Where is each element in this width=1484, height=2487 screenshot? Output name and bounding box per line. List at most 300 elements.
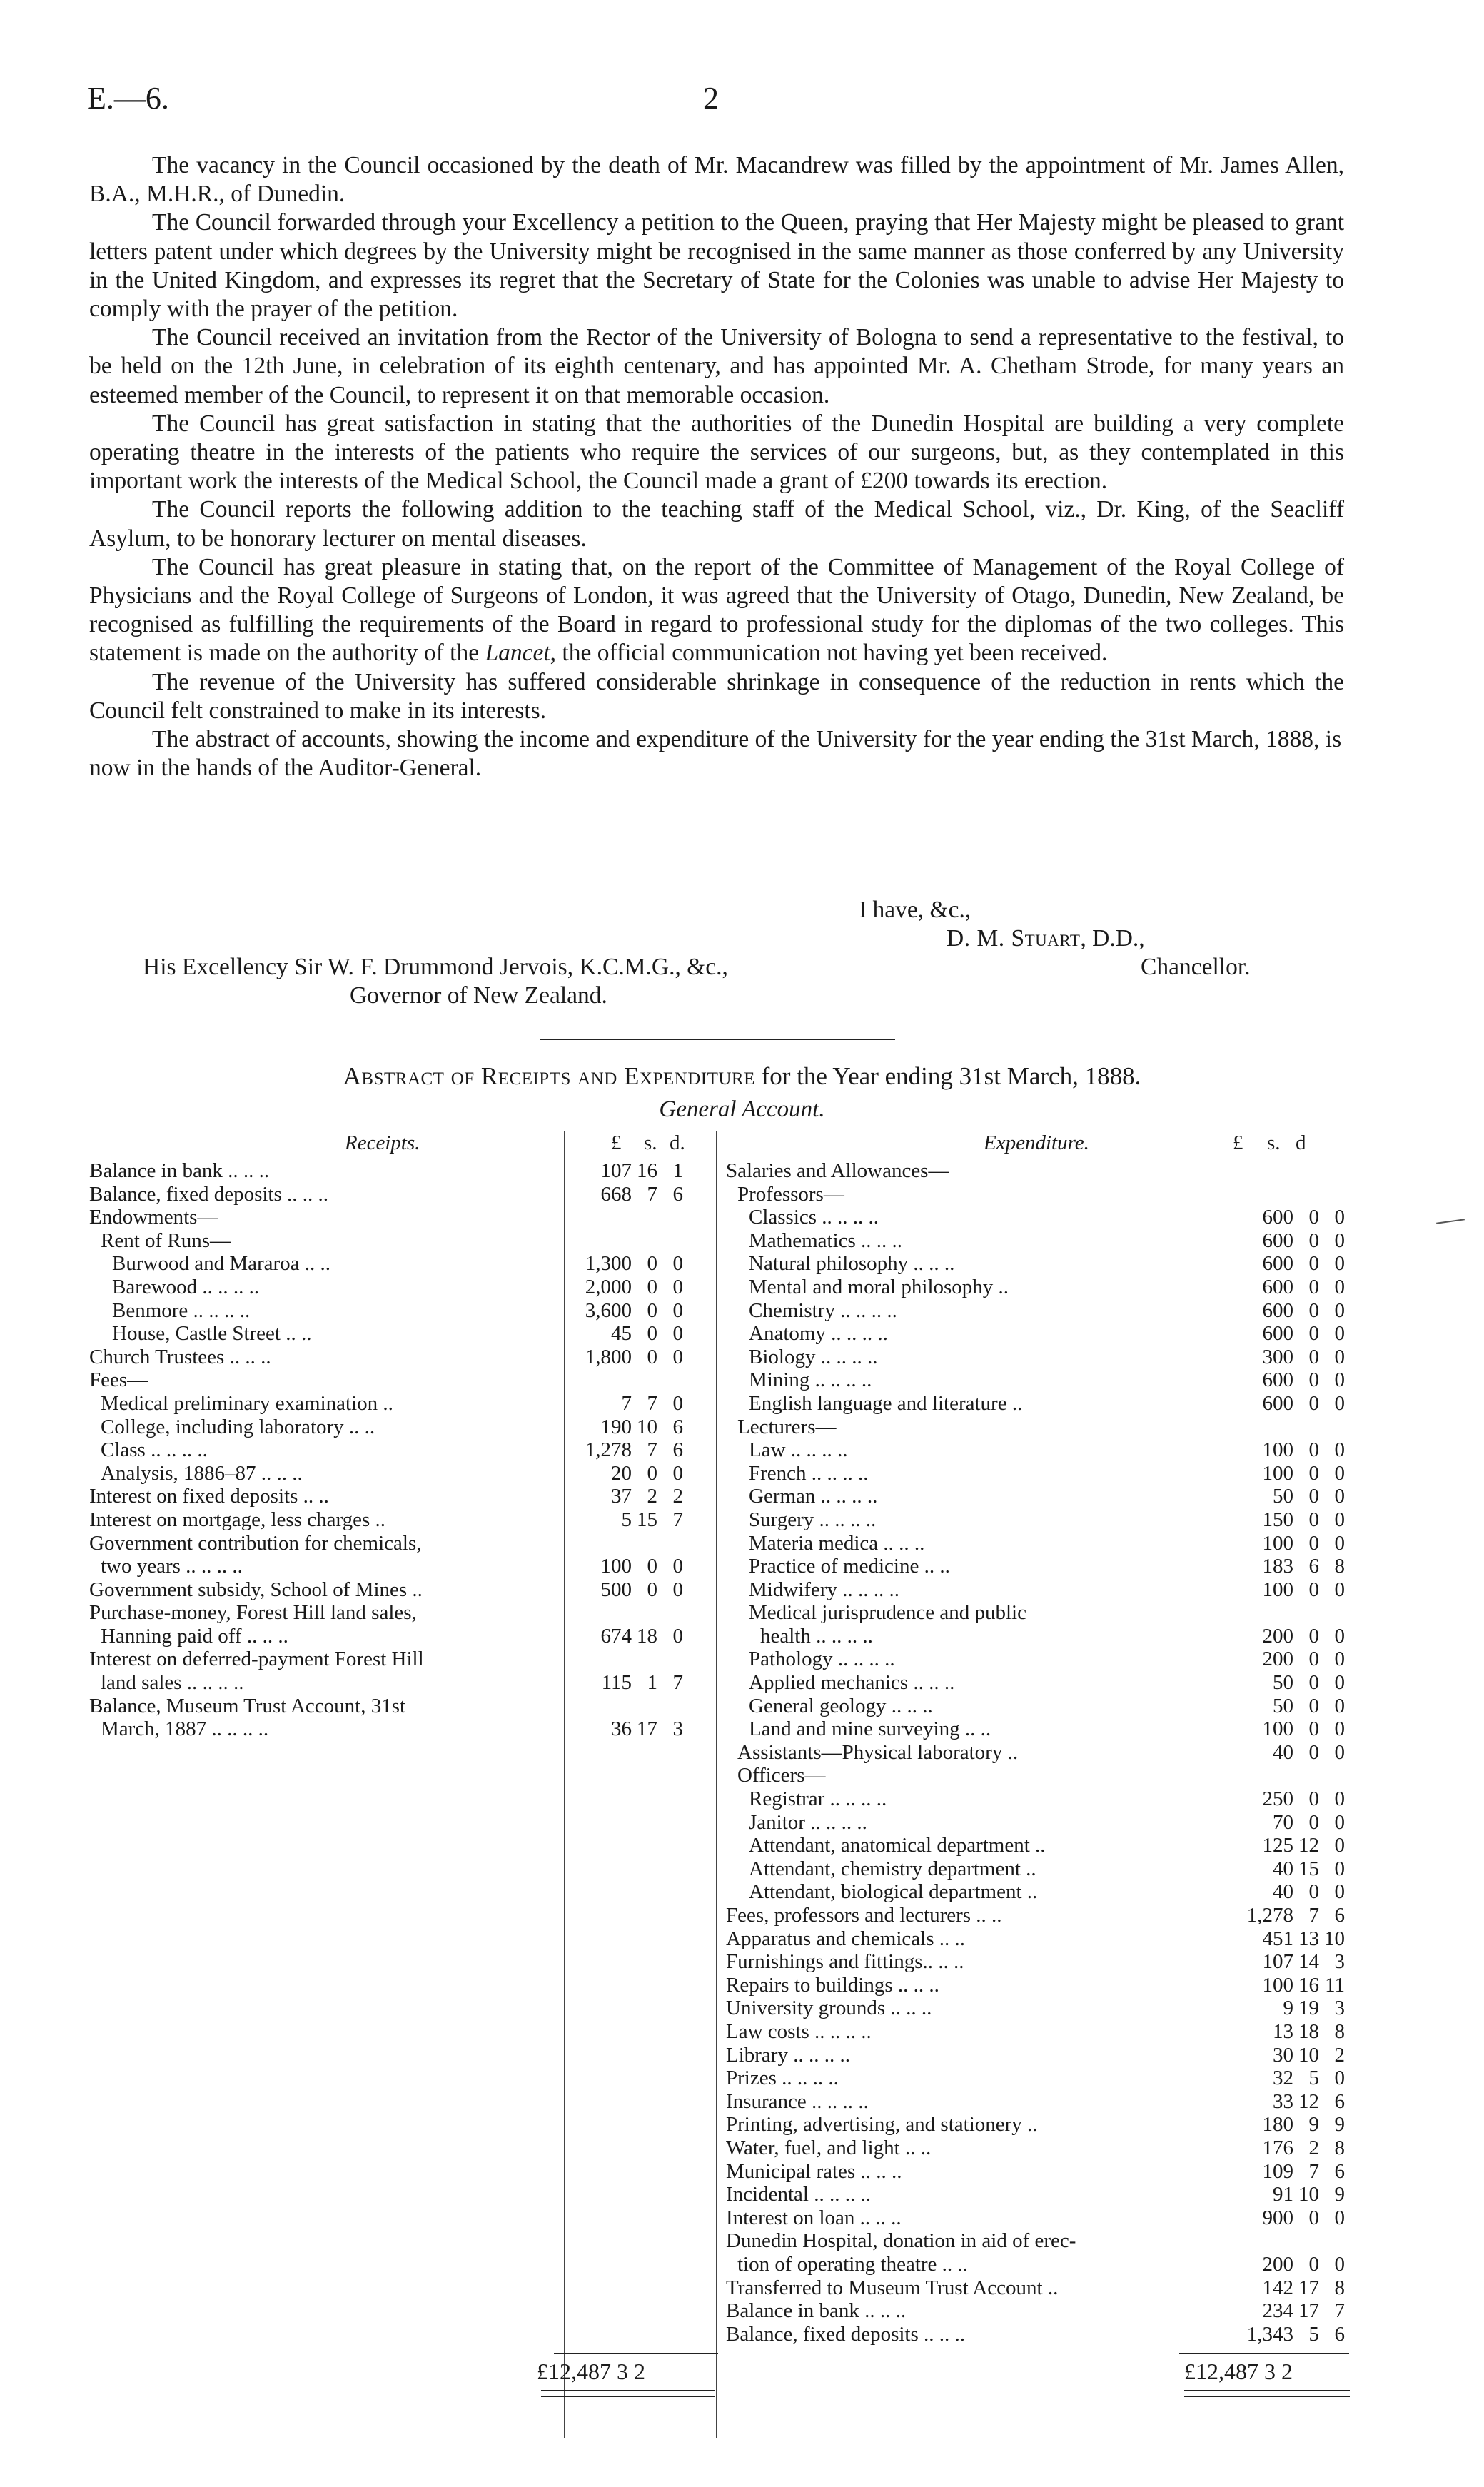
receipts-label: Government subsidy, School of Mines .. bbox=[89, 1578, 423, 1601]
receipts-label: Rent of Runs— bbox=[101, 1229, 231, 1252]
expenditure-row bbox=[726, 1811, 1348, 1835]
shillings-value: 0 bbox=[1308, 1508, 1319, 1531]
pounds-value: 100 bbox=[1262, 1461, 1293, 1485]
receipts-row bbox=[89, 1625, 690, 1648]
expenditure-amount bbox=[1226, 2160, 1345, 2184]
expenditure-label: Balance in bank .. .. .. bbox=[726, 2299, 907, 2323]
expenditure-row bbox=[726, 2160, 1348, 2184]
expenditure-amount bbox=[1226, 2113, 1345, 2137]
expenditure-row bbox=[726, 1438, 1348, 1462]
expenditure-row bbox=[726, 1625, 1348, 1648]
pence-value: 0 bbox=[1334, 1857, 1345, 1880]
receipts-label: Hanning paid off .. .. .. bbox=[101, 1624, 288, 1648]
expenditure-label: English language and literature .. bbox=[749, 1391, 1023, 1415]
expenditure-label: Materia medica .. .. .. bbox=[749, 1531, 925, 1555]
expenditure-amount bbox=[1226, 1578, 1345, 1602]
receipts-row bbox=[89, 1299, 690, 1323]
expenditure-label: Furnishings and fittings.. .. .. bbox=[726, 1950, 964, 1974]
pence-value: 8 bbox=[1334, 2276, 1345, 2299]
shillings-value: 0 bbox=[1308, 1648, 1319, 1671]
pounds-value: 50 bbox=[1273, 1485, 1293, 1508]
shillings-value: 1 bbox=[647, 1671, 657, 1695]
expenditure-amount bbox=[1226, 2067, 1345, 2090]
pounds-value: 600 bbox=[1262, 1298, 1293, 1322]
expenditure-amount bbox=[1226, 2206, 1345, 2230]
shillings-value: 0 bbox=[1308, 1391, 1319, 1415]
pence-value: 0 bbox=[1334, 1880, 1345, 1904]
expenditure-label: Law costs .. .. .. .. bbox=[726, 2019, 872, 2043]
receipts-amount bbox=[564, 1346, 683, 1369]
pence-value: 0 bbox=[1334, 1368, 1345, 1392]
pence-value: 6 bbox=[1334, 2089, 1345, 2113]
shillings-value: 0 bbox=[1308, 2252, 1319, 2276]
expenditure-row bbox=[726, 2276, 1348, 2300]
shillings-value: 0 bbox=[647, 1298, 657, 1322]
pence-value: 0 bbox=[1334, 2067, 1345, 2090]
pence-value: 0 bbox=[1334, 2206, 1345, 2229]
expenditure-label: Incidental .. .. .. .. bbox=[726, 2183, 871, 2206]
receipts-label: Balance, fixed deposits .. .. .. bbox=[89, 1182, 329, 1206]
expenditure-amount bbox=[1226, 1392, 1345, 1416]
pounds-value: 600 bbox=[1262, 1229, 1293, 1252]
pounds-value: 142 bbox=[1262, 2276, 1293, 2299]
shillings-value: 0 bbox=[1308, 1322, 1319, 1346]
expenditure-amount bbox=[1226, 1927, 1345, 1951]
pence-value: 10 bbox=[1324, 1927, 1345, 1950]
expenditure-amount bbox=[1226, 2299, 1345, 2323]
shillings-value: 0 bbox=[1308, 1461, 1319, 1485]
expenditure-sum-rule bbox=[1179, 2353, 1349, 2354]
pounds-value: 37 bbox=[611, 1485, 632, 1508]
expenditure-amount bbox=[1226, 1322, 1345, 1346]
expenditure-row bbox=[726, 2323, 1348, 2346]
expenditure-amount bbox=[1226, 1555, 1345, 1578]
receipts-row bbox=[89, 1532, 690, 1555]
pounds-value: 40 bbox=[1273, 1740, 1293, 1764]
receipts-label: Interest on deferred-payment Forest Hill bbox=[89, 1648, 424, 1671]
receipts-row bbox=[89, 1252, 690, 1276]
receipts-label: Endowments— bbox=[89, 1206, 218, 1229]
receipts-row bbox=[89, 1229, 690, 1253]
pence-value: 0 bbox=[1334, 1275, 1345, 1298]
expenditure-row bbox=[726, 1787, 1348, 1811]
expenditure-amount bbox=[1226, 2090, 1345, 2114]
expenditure-label: Apparatus and chemicals .. .. bbox=[726, 1927, 966, 1950]
pence-value: 7 bbox=[672, 1508, 683, 1531]
receipts-amount bbox=[564, 1462, 683, 1485]
pence-value: 0 bbox=[1334, 1648, 1345, 1671]
pounds-value: 70 bbox=[1273, 1810, 1293, 1834]
signatory bbox=[947, 924, 1145, 953]
receipts-amount bbox=[564, 1438, 683, 1462]
expenditure-amount bbox=[1226, 1741, 1345, 1765]
expenditure-label: Registrar .. .. .. .. bbox=[749, 1787, 887, 1811]
shillings-value: 13 bbox=[1298, 1927, 1319, 1950]
shillings-value: 2 bbox=[647, 1485, 657, 1508]
expenditure-amount bbox=[1226, 1695, 1345, 1718]
expenditure-label: Mathematics .. .. .. bbox=[749, 1229, 903, 1252]
receipts-row bbox=[89, 1276, 690, 1299]
expenditure-row bbox=[726, 1392, 1348, 1416]
abstract-title bbox=[0, 1062, 1484, 1091]
expenditure-label: Municipal rates .. .. .. bbox=[726, 2159, 902, 2183]
expenditure-label: Balance, fixed deposits .. .. .. bbox=[726, 2322, 966, 2346]
pounds-value: 500 bbox=[600, 1578, 632, 1601]
pence-value: 0 bbox=[1334, 1461, 1345, 1485]
expenditure-amount bbox=[1226, 2137, 1345, 2160]
expenditure-label: Applied mechanics .. .. .. bbox=[749, 1671, 955, 1695]
receipts-label: College, including laboratory .. .. bbox=[101, 1415, 375, 1438]
expenditure-row bbox=[726, 1416, 1348, 1439]
expenditure-row bbox=[726, 1927, 1348, 1951]
pence-value: 0 bbox=[1334, 1229, 1345, 1252]
page-number: 2 bbox=[703, 81, 719, 116]
expenditure-row bbox=[726, 1532, 1348, 1555]
pence-value: 0 bbox=[1334, 1578, 1345, 1601]
expenditure-amount bbox=[1226, 1787, 1345, 1811]
pounds-value: 109 bbox=[1262, 2159, 1293, 2183]
expenditure-total-rule bbox=[1184, 2390, 1350, 2397]
shillings-value: 10 bbox=[1298, 2043, 1319, 2067]
shillings-value: 0 bbox=[647, 1578, 657, 1601]
journal-name: Lancet bbox=[485, 640, 550, 667]
shillings-value: 7 bbox=[647, 1182, 657, 1206]
expenditure-row bbox=[726, 1462, 1348, 1485]
expenditure-label: Janitor .. .. .. .. bbox=[749, 1810, 867, 1834]
receipts-amount bbox=[564, 1299, 683, 1323]
expenditure-row bbox=[726, 2044, 1348, 2067]
expenditure-row bbox=[726, 2113, 1348, 2137]
receipts-label: Purchase-money, Forest Hill land sales, bbox=[89, 1601, 417, 1625]
expenditure-label: Library .. .. .. .. bbox=[726, 2043, 850, 2067]
pence-value: 0 bbox=[1334, 1694, 1345, 1717]
expenditure-row bbox=[726, 1276, 1348, 1299]
shillings-value: 7 bbox=[647, 1391, 657, 1415]
pounds-value: 668 bbox=[600, 1182, 632, 1206]
shillings-value: 7 bbox=[1308, 1904, 1319, 1927]
shillings-value: 0 bbox=[1308, 1671, 1319, 1695]
receipts-amount bbox=[564, 1485, 683, 1508]
expenditure-row bbox=[726, 1252, 1348, 1276]
shillings-value: 0 bbox=[1308, 1345, 1319, 1368]
expenditure-label: Attendant, chemistry department .. bbox=[749, 1857, 1036, 1880]
shillings-value: 0 bbox=[1308, 1229, 1319, 1252]
receipts-heading: Receipts. bbox=[345, 1131, 420, 1154]
pounds-value: 3,600 bbox=[585, 1298, 632, 1322]
receipts-amount bbox=[564, 1322, 683, 1346]
expenditure-label: Printing, advertising, and stationery .. bbox=[726, 2113, 1038, 2137]
expenditure-label: University grounds .. .. .. bbox=[726, 1997, 932, 2020]
receipts-row bbox=[89, 1183, 690, 1206]
receipts-label: March, 1887 .. .. .. .. bbox=[101, 1717, 269, 1741]
shillings-value: 7 bbox=[647, 1438, 657, 1462]
pounds-value: 100 bbox=[1262, 1438, 1293, 1462]
pence-value: 0 bbox=[1334, 1740, 1345, 1764]
shillings-value: 2 bbox=[1308, 2136, 1319, 2159]
expenditure-amount bbox=[1226, 1950, 1345, 1974]
signatory-name: D. M. Stuart bbox=[947, 925, 1081, 952]
shillings-value: 0 bbox=[1308, 1368, 1319, 1392]
pence-value: 0 bbox=[1334, 1438, 1345, 1462]
receipts-row bbox=[89, 1648, 690, 1671]
expenditure-label: Transferred to Museum Trust Account .. bbox=[726, 2276, 1059, 2299]
receipts-amount bbox=[564, 1392, 683, 1416]
pence-value: 8 bbox=[1334, 2136, 1345, 2159]
shillings-value: 5 bbox=[1308, 2067, 1319, 2090]
pounds-value: 115 bbox=[601, 1671, 632, 1695]
pounds-value: 1,300 bbox=[585, 1252, 632, 1276]
abstract-title-rest: for the Year ending 31st March, 1888. bbox=[754, 1062, 1141, 1090]
expenditure-label: General geology .. .. .. bbox=[749, 1694, 933, 1717]
pounds-value: 900 bbox=[1262, 2206, 1293, 2229]
receipts-row bbox=[89, 1392, 690, 1416]
abstract-title-main: Abstract of Receipts and Expenditure bbox=[343, 1062, 755, 1090]
pence-value: 0 bbox=[1334, 1531, 1345, 1555]
expenditure-row bbox=[726, 1601, 1348, 1625]
pence-value: 6 bbox=[672, 1182, 683, 1206]
expenditure-amount bbox=[1226, 1508, 1345, 1532]
expenditure-row bbox=[726, 1346, 1348, 1369]
expenditure-label: German .. .. .. .. bbox=[749, 1485, 878, 1508]
pence-value: 0 bbox=[1334, 1252, 1345, 1276]
expenditure-row bbox=[726, 2183, 1348, 2206]
expenditure-amount bbox=[1226, 2323, 1345, 2346]
pounds-value: 9 bbox=[1283, 1997, 1293, 2020]
shillings-head: s. bbox=[1267, 1131, 1281, 1154]
receipts-row bbox=[89, 1159, 690, 1183]
expenditure-amount bbox=[1226, 1717, 1345, 1741]
receipts-sum-rule bbox=[554, 2353, 718, 2354]
pounds-value: 300 bbox=[1262, 1345, 1293, 1368]
expenditure-amount bbox=[1226, 1276, 1345, 1299]
expenditure-label: Surgery .. .. .. .. bbox=[749, 1508, 877, 1531]
signatory-degree: , D.D., bbox=[1080, 925, 1145, 952]
pounds-value: 600 bbox=[1262, 1391, 1293, 1415]
pence-value: 0 bbox=[1334, 1508, 1345, 1531]
receipts-total: £12,487 3 2 bbox=[537, 2359, 645, 2384]
pounds-value: 200 bbox=[1262, 2252, 1293, 2276]
pence-value: 0 bbox=[1334, 1345, 1345, 1368]
shillings-value: 0 bbox=[647, 1555, 657, 1578]
shillings-value: 0 bbox=[647, 1252, 657, 1276]
signatory-title: Chancellor. bbox=[1141, 954, 1251, 980]
expenditure-label: Law .. .. .. .. bbox=[749, 1438, 848, 1462]
pence-value: 1 bbox=[672, 1159, 683, 1182]
pounds-value: 100 bbox=[1262, 1578, 1293, 1601]
pence-value: 0 bbox=[1334, 1624, 1345, 1648]
pence-head: d. bbox=[670, 1131, 685, 1154]
expenditure-row bbox=[726, 1368, 1348, 1392]
shillings-value: 19 bbox=[1298, 1997, 1319, 2020]
expenditure-row bbox=[726, 1159, 1348, 1183]
abstract-subtitle: General Account. bbox=[659, 1096, 825, 1122]
pounds-value: 2,000 bbox=[585, 1275, 632, 1298]
shillings-value: 18 bbox=[1298, 2019, 1319, 2043]
expenditure-row bbox=[726, 2229, 1348, 2253]
pence-value: 0 bbox=[1334, 1671, 1345, 1695]
expenditure-amount bbox=[1226, 1438, 1345, 1462]
expenditure-row bbox=[726, 2137, 1348, 2160]
pence-value: 6 bbox=[672, 1438, 683, 1462]
pounds-value: 674 bbox=[600, 1624, 632, 1648]
shillings-value: 6 bbox=[1308, 1555, 1319, 1578]
pounds-value: 600 bbox=[1262, 1206, 1293, 1229]
pence-value: 7 bbox=[1334, 2299, 1345, 2323]
pence-value: 9 bbox=[1334, 2113, 1345, 2137]
expenditure-label: Interest on loan .. .. .. bbox=[726, 2206, 902, 2229]
expenditure-label: Dunedin Hospital, donation in aid of erec- bbox=[726, 2229, 1076, 2253]
expenditure-amount bbox=[1226, 2253, 1345, 2276]
pence-value: 0 bbox=[1334, 1206, 1345, 1229]
expenditure-label: Natural philosophy .. .. .. bbox=[749, 1252, 955, 1276]
pounds-value: 40 bbox=[1273, 1880, 1293, 1904]
pence-value: 8 bbox=[1334, 1555, 1345, 1578]
shillings-value: 0 bbox=[1308, 1694, 1319, 1717]
receipts-list bbox=[89, 1159, 690, 1741]
expenditure-label: Midwifery .. .. .. .. bbox=[749, 1578, 900, 1601]
pounds-value: 100 bbox=[1262, 1717, 1293, 1741]
pounds-value: 32 bbox=[1273, 2067, 1293, 2090]
expenditure-row bbox=[726, 1695, 1348, 1718]
receipts-amount bbox=[564, 1508, 683, 1532]
shillings-value: 9 bbox=[1308, 2113, 1319, 2137]
expenditure-label: Medical jurisprudence and public bbox=[749, 1601, 1026, 1625]
shillings-value: 0 bbox=[647, 1461, 657, 1485]
pounds-value: 200 bbox=[1262, 1624, 1293, 1648]
expenditure-label: Mental and moral philosophy .. bbox=[749, 1275, 1009, 1298]
pounds-value: 183 bbox=[1262, 1555, 1293, 1578]
expenditure-label: Officers— bbox=[737, 1764, 826, 1787]
paragraph: The Council forwarded through your Excellency a petition to the Queen, praying that Her Majesty might be pleased to grant letters patent under which degrees by the University might be recognised in the same manner as those conferred by any University in the United Kingdom, and expresses its regret that the Secretary of State for the Colonies was unable to advise Her Majesty to comply with the prayer of the petition. bbox=[89, 209, 1344, 323]
paragraph: The Council reports the following addition to the teaching staff of the Medical School, viz., Dr. King, of the Seacliff Asylum, to be honorary lecturer on mental diseases. bbox=[89, 496, 1344, 552]
pounds-head: £ bbox=[611, 1131, 622, 1154]
expenditure-amount bbox=[1226, 1811, 1345, 1835]
expenditure-amount bbox=[1226, 1880, 1345, 1904]
shillings-value: 15 bbox=[637, 1508, 657, 1531]
expenditure-amount bbox=[1226, 1229, 1345, 1253]
expenditure-label: Classics .. .. .. .. bbox=[749, 1206, 879, 1229]
pounds-value: 36 bbox=[611, 1717, 632, 1741]
pence-value: 0 bbox=[672, 1345, 683, 1368]
pounds-value: 5 bbox=[621, 1508, 632, 1531]
paragraph: The revenue of the University has suffered considerable shrinkage in consequence of the reduction in rents which the Council felt constrained to make in its interests. bbox=[89, 668, 1344, 724]
pounds-value: 1,343 bbox=[1246, 2322, 1293, 2346]
receipts-amount bbox=[564, 1276, 683, 1299]
pence-value: 0 bbox=[1334, 1322, 1345, 1346]
expenditure-amount bbox=[1226, 1904, 1345, 1927]
pence-value: 0 bbox=[672, 1322, 683, 1346]
receipts-label: Church Trustees .. .. .. bbox=[89, 1345, 271, 1368]
shillings-value: 0 bbox=[1308, 1531, 1319, 1555]
receipts-label: Medical preliminary examination .. bbox=[101, 1391, 393, 1415]
shillings-value: 0 bbox=[1308, 1810, 1319, 1834]
expenditure-label: Water, fuel, and light .. .. bbox=[726, 2136, 932, 2159]
shillings-value: 10 bbox=[637, 1415, 657, 1438]
receipts-amount bbox=[564, 1416, 683, 1439]
shillings-value: 0 bbox=[1308, 2206, 1319, 2229]
pounds-value: 107 bbox=[600, 1159, 632, 1182]
expenditure-label: tion of operating theatre .. .. bbox=[737, 2252, 968, 2276]
expenditure-amount bbox=[1226, 1857, 1345, 1881]
shillings-value: 0 bbox=[647, 1345, 657, 1368]
pence-value: 0 bbox=[672, 1298, 683, 1322]
pounds-value: 600 bbox=[1262, 1275, 1293, 1298]
pence-value: 0 bbox=[672, 1555, 683, 1578]
shillings-value: 7 bbox=[1308, 2159, 1319, 2183]
addressee: His Excellency Sir W. F. Drummond Jervois, K.C.M.G., &c., bbox=[143, 954, 728, 980]
expenditure-amount bbox=[1226, 1299, 1345, 1323]
pence-value: 0 bbox=[1334, 2252, 1345, 2276]
receipts-row bbox=[89, 1695, 690, 1718]
expenditure-row bbox=[726, 2020, 1348, 2044]
shillings-value: 0 bbox=[1308, 1624, 1319, 1648]
shillings-value: 0 bbox=[1308, 1275, 1319, 1298]
pounds-value: 107 bbox=[1262, 1950, 1293, 1974]
expenditure-row bbox=[726, 1322, 1348, 1346]
receipts-label: Class .. .. .. .. bbox=[101, 1438, 208, 1462]
pounds-value: 50 bbox=[1273, 1671, 1293, 1695]
pence-value: 0 bbox=[672, 1578, 683, 1601]
expenditure-label: Salaries and Allowances— bbox=[726, 1159, 949, 1182]
paragraph: The Council received an invitation from the Rector of the University of Bologna to send a representative to the festival, to be held on the 12th June, in celebration of its eighth centenary, and has appointed Mr. A. Chetham Strode, for many years an esteemed member of the Council, to represent it on that memorable occasion. bbox=[89, 324, 1344, 408]
pounds-value: 13 bbox=[1273, 2019, 1293, 2043]
pounds-value: 600 bbox=[1262, 1322, 1293, 1346]
expenditure-row bbox=[726, 1997, 1348, 2020]
receipts-amount bbox=[564, 1183, 683, 1206]
pence-value: 0 bbox=[672, 1461, 683, 1485]
expenditure-amount bbox=[1226, 1462, 1345, 1485]
receipts-amount bbox=[564, 1159, 683, 1183]
shillings-value: 17 bbox=[1298, 2276, 1319, 2299]
pounds-value: 190 bbox=[600, 1415, 632, 1438]
paragraph: The vacancy in the Council occasioned by the death of Mr. Macandrew was filled by the appointment of Mr. James Allen, B.A., M.H.R., of Dunedin. bbox=[89, 152, 1344, 208]
receipts-label: Balance in bank .. .. .. bbox=[89, 1159, 270, 1182]
paragraph: The Council has great pleasure in stating that, on the report of the Committee of Management of the Royal College of Physicians and the Royal College of Surgeons of London, it was agreed that the University of Otago, Dunedin, New Zealand, be recognised as fulfilling the requirements of the Board in regard to professional study for the diplomas of the two colleges. This statement is made on the authority of the Lancet, the official communication not having yet been received. bbox=[89, 553, 1344, 667]
pounds-value: 91 bbox=[1273, 2183, 1293, 2206]
expenditure-row bbox=[726, 1857, 1348, 1881]
pence-value: 0 bbox=[672, 1275, 683, 1298]
expenditure-heading: Expenditure. bbox=[984, 1131, 1089, 1154]
shillings-value: 5 bbox=[1308, 2322, 1319, 2346]
shillings-value: 0 bbox=[1308, 1206, 1319, 1229]
shillings-value: 15 bbox=[1298, 1857, 1319, 1880]
expenditure-row bbox=[726, 2090, 1348, 2114]
expenditure-label: Pathology .. .. .. .. bbox=[749, 1648, 895, 1671]
paragraph: The Council has great satisfaction in stating that the authorities of the Dunedin Hospital are building a very complete operating theatre in the interests of the patients who require the services of our surgeons, but, as they contemplated in this important work the interests of the Medical School, the Council made a grant of £200 towards its erection. bbox=[89, 410, 1344, 495]
pounds-value: 100 bbox=[1262, 1531, 1293, 1555]
receipts-label: land sales .. .. .. .. bbox=[101, 1671, 244, 1695]
expenditure-amount bbox=[1226, 1671, 1345, 1695]
expenditure-label: Lecturers— bbox=[737, 1415, 837, 1438]
pence-value: 0 bbox=[1334, 1717, 1345, 1741]
receipts-row bbox=[89, 1462, 690, 1485]
expenditure-row bbox=[726, 2206, 1348, 2230]
expenditure-row bbox=[726, 1904, 1348, 1927]
shillings-value: 10 bbox=[1298, 2183, 1319, 2206]
pounds-value: 20 bbox=[611, 1461, 632, 1485]
pence-value: 6 bbox=[672, 1415, 683, 1438]
pounds-value: 180 bbox=[1262, 2113, 1293, 2137]
pounds-value: 40 bbox=[1273, 1857, 1293, 1880]
pence-head: d bbox=[1296, 1131, 1306, 1154]
expenditure-label: Biology .. .. .. .. bbox=[749, 1345, 878, 1368]
receipts-amount bbox=[564, 1717, 683, 1741]
expenditure-amount bbox=[1226, 1346, 1345, 1369]
shillings-value: 0 bbox=[1308, 1740, 1319, 1764]
pounds-value: 1,278 bbox=[585, 1438, 632, 1462]
pence-value: 6 bbox=[1334, 2159, 1345, 2183]
receipts-row bbox=[89, 1485, 690, 1508]
